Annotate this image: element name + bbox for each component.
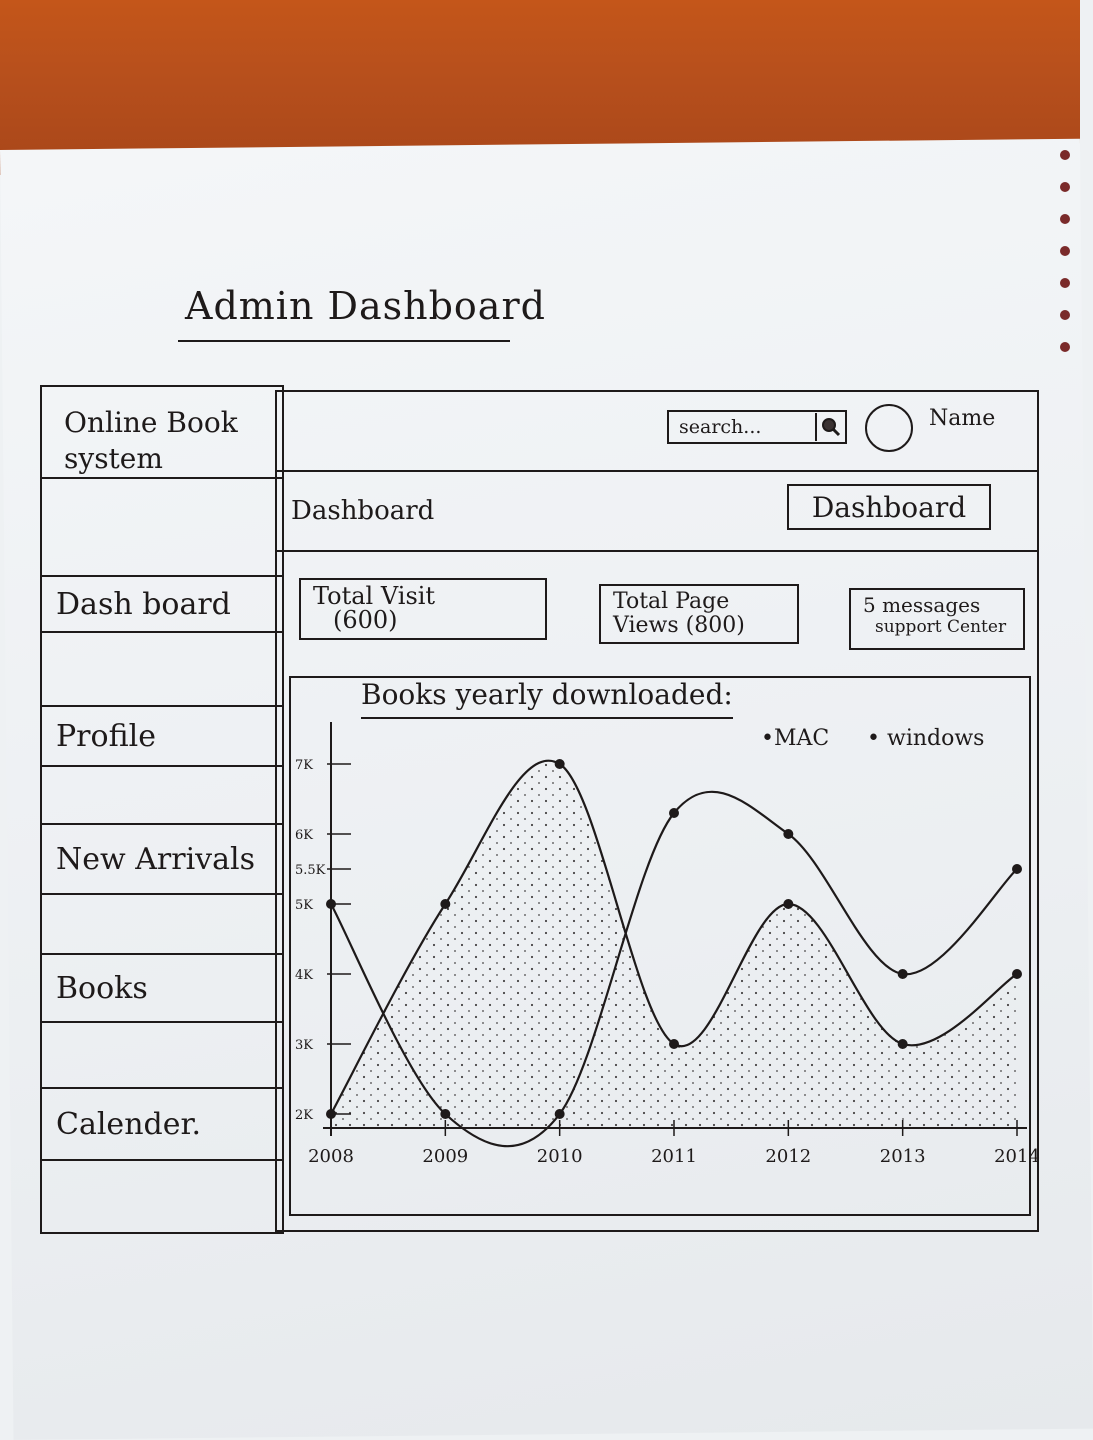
y-tick-label: 3K bbox=[295, 1038, 313, 1053]
y-tick-label: 5.5K bbox=[295, 863, 326, 878]
search-button[interactable] bbox=[815, 413, 845, 441]
brand[interactable] bbox=[64, 405, 238, 477]
legend-dot: • bbox=[761, 726, 774, 751]
breadcrumb: Dashboard bbox=[291, 496, 435, 526]
sidebar bbox=[40, 385, 284, 1234]
search-input[interactable] bbox=[669, 413, 815, 441]
data-point-windows bbox=[555, 1109, 565, 1119]
stat-card-total-visit[interactable] bbox=[299, 578, 547, 640]
x-tick-label: 2014 bbox=[994, 1146, 1040, 1167]
x-tick-label: 2008 bbox=[308, 1146, 354, 1167]
data-point-mac bbox=[326, 1109, 336, 1119]
sub-header bbox=[277, 470, 1037, 552]
stat-value: Views (800) bbox=[613, 613, 745, 638]
legend-label-mac: MAC bbox=[773, 726, 830, 751]
y-tick-label: 6K bbox=[295, 828, 313, 843]
data-point-windows bbox=[440, 1109, 450, 1119]
stat-value: support Center bbox=[875, 617, 1007, 637]
sidebar-item-books[interactable] bbox=[42, 953, 282, 1023]
sidebar-item-label: New Arrivals bbox=[56, 841, 255, 877]
data-point-windows bbox=[669, 808, 679, 818]
legend-label-windows: windows bbox=[886, 726, 985, 751]
stat-value: (600) bbox=[333, 606, 398, 634]
brand-line-2: system bbox=[64, 442, 163, 475]
data-point-mac bbox=[440, 899, 450, 909]
search-icon bbox=[820, 416, 842, 438]
data-point-windows bbox=[326, 899, 336, 909]
sidebar-item-new-arrivals[interactable] bbox=[42, 823, 282, 895]
x-tick-label: 2009 bbox=[422, 1146, 469, 1167]
sidebar-brand-block bbox=[42, 387, 282, 479]
main-content bbox=[275, 390, 1039, 1232]
top-bar bbox=[277, 392, 1037, 472]
spiral-binding bbox=[1060, 150, 1074, 352]
y-tick-label: 2K bbox=[295, 1108, 313, 1123]
avatar[interactable] bbox=[865, 404, 913, 452]
stat-label: Total Visit bbox=[313, 582, 436, 610]
page-title: Admin Dashboard bbox=[185, 284, 546, 328]
y-tick-label: 5K bbox=[295, 898, 313, 913]
brand-line-1: Online Book bbox=[64, 406, 238, 439]
sidebar-item-label: Books bbox=[56, 970, 148, 1006]
data-point-windows bbox=[783, 829, 793, 839]
chart-panel bbox=[289, 676, 1040, 1216]
search-box bbox=[667, 410, 847, 444]
title-underline bbox=[178, 340, 510, 342]
dashboard-button[interactable]: Dashboard bbox=[787, 484, 991, 530]
y-tick-label: 7K bbox=[295, 758, 313, 773]
data-point-mac bbox=[898, 1039, 908, 1049]
x-tick-label: 2011 bbox=[651, 1146, 697, 1167]
x-tick-label: 2012 bbox=[765, 1146, 812, 1167]
data-point-mac bbox=[1012, 969, 1022, 979]
sidebar-item-profile[interactable] bbox=[42, 705, 282, 767]
data-point-windows bbox=[1012, 864, 1022, 874]
sidebar-item-dashboard[interactable] bbox=[42, 575, 282, 633]
y-tick-label: 4K bbox=[295, 968, 313, 983]
legend-dot: • bbox=[867, 726, 887, 751]
data-point-mac bbox=[555, 759, 565, 769]
stat-label: 5 messages bbox=[863, 593, 981, 617]
sidebar-item-label: Calender. bbox=[56, 1106, 202, 1142]
stat-card-page-views[interactable] bbox=[599, 584, 799, 644]
chart-title: Books yearly downloaded: bbox=[361, 678, 733, 719]
stat-label: Total Page bbox=[613, 589, 730, 614]
stat-card-messages[interactable] bbox=[849, 588, 1025, 650]
data-point-windows bbox=[898, 969, 908, 979]
data-point-mac bbox=[669, 1039, 679, 1049]
line-chart bbox=[291, 678, 1040, 1214]
sidebar-item-label: Profile bbox=[56, 718, 156, 754]
sidebar-item-label: Dash board bbox=[56, 586, 231, 622]
x-tick-label: 2013 bbox=[879, 1146, 926, 1167]
user-name[interactable]: Name bbox=[929, 406, 996, 431]
x-tick-label: 2010 bbox=[536, 1146, 583, 1167]
data-point-mac bbox=[783, 899, 793, 909]
sidebar-item-calendar[interactable] bbox=[42, 1087, 282, 1161]
